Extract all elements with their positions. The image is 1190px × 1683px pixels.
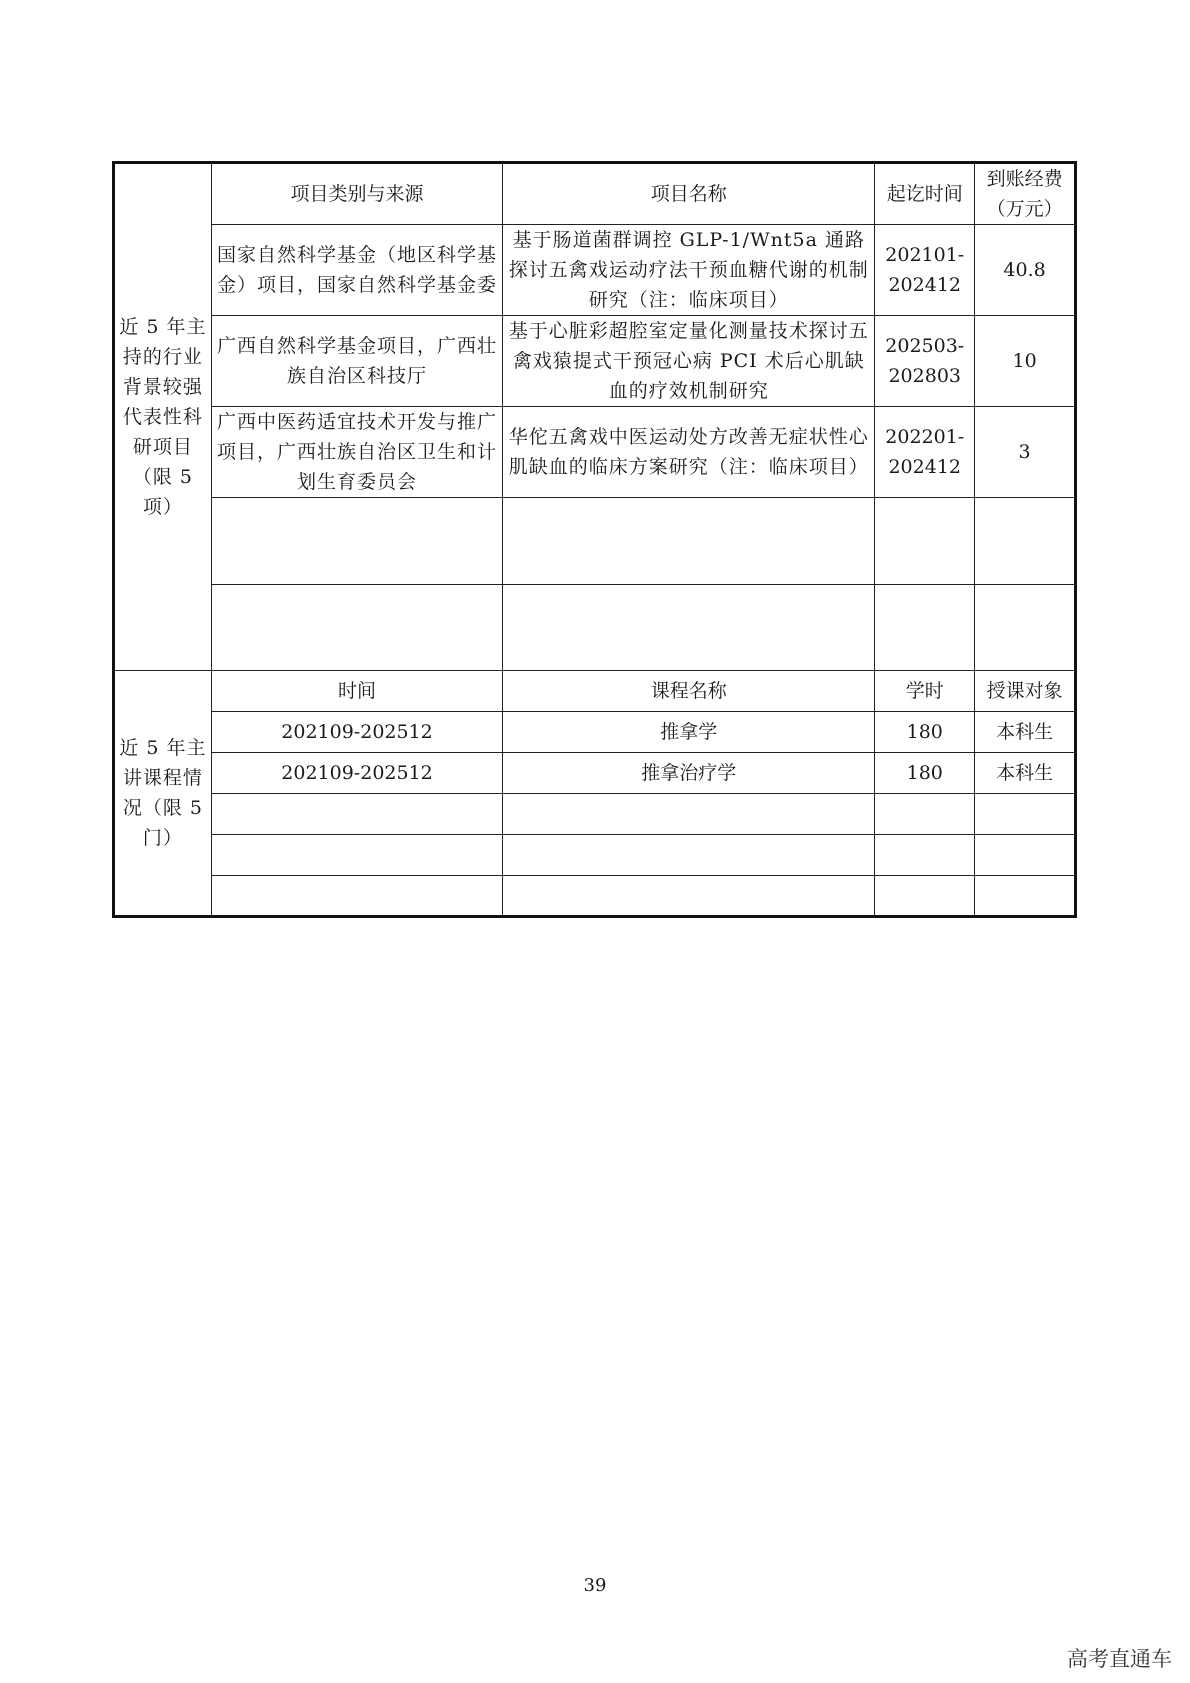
project-period: 202101-202412 <box>875 225 975 316</box>
header-project-source: 项目类别与来源 <box>211 163 502 225</box>
research-section-label: 近 5 年主持的行业背景较强代表性科研项目（限 5 项） <box>114 163 212 671</box>
table-row <box>114 712 1076 753</box>
header-project-funding: 到账经费（万元） <box>975 163 1076 225</box>
project-name: 华佗五禽戏中医运动处方改善无症状性心肌缺血的临床方案研究（注：临床项目） <box>503 407 875 498</box>
project-period: 202503-202803 <box>875 316 975 407</box>
course-audience: 本科生 <box>975 712 1076 753</box>
project-source: 广西中医药适宜技术开发与推广项目，广西壮族自治区卫生和计划生育委员会 <box>211 407 502 498</box>
project-funding: 3 <box>975 407 1076 498</box>
table-row <box>114 316 1076 407</box>
header-project-period: 起讫时间 <box>875 163 975 225</box>
empty-row <box>114 498 1076 585</box>
empty-row <box>114 876 1076 917</box>
empty-row <box>114 585 1076 671</box>
project-funding: 40.8 <box>975 225 1076 316</box>
table-row <box>114 225 1076 316</box>
project-name: 基于心脏彩超腔室定量化测量技术探讨五禽戏猿提式干预冠心病 PCI 术后心肌缺血的疗效机制研究 <box>503 316 875 407</box>
project-period: 202201-202412 <box>875 407 975 498</box>
project-funding: 10 <box>975 316 1076 407</box>
header-course-audience: 授课对象 <box>975 671 1076 712</box>
course-hours: 180 <box>875 712 975 753</box>
table-row <box>114 753 1076 794</box>
header-project-name: 项目名称 <box>503 163 875 225</box>
watermark: 高考直通车 <box>1067 1647 1172 1671</box>
empty-row <box>114 835 1076 876</box>
project-name: 基于肠道菌群调控 GLP-1/Wnt5a 通路探讨五禽戏运动疗法干预血糖代谢的机制研究（注：临床项目） <box>503 225 875 316</box>
course-name: 推拿学 <box>503 712 875 753</box>
project-source: 国家自然科学基金（地区科学基金）项目，国家自然科学基金委 <box>211 225 502 316</box>
header-course-time: 时间 <box>211 671 502 712</box>
courses-header-row <box>114 671 1076 712</box>
course-hours: 180 <box>875 753 975 794</box>
header-course-name: 课程名称 <box>503 671 875 712</box>
course-audience: 本科生 <box>975 753 1076 794</box>
empty-row <box>114 794 1076 835</box>
course-time: 202109-202512 <box>211 712 502 753</box>
course-name: 推拿治疗学 <box>503 753 875 794</box>
courses-section-label: 近 5 年主讲课程情况（限 5 门） <box>114 671 212 917</box>
project-source: 广西自然科学基金项目，广西壮族自治区科技厅 <box>211 316 502 407</box>
table-row <box>114 407 1076 498</box>
header-course-hours: 学时 <box>875 671 975 712</box>
course-time: 202109-202512 <box>211 753 502 794</box>
research-header-row <box>114 163 1076 225</box>
page-number: 39 <box>583 1575 607 1596</box>
form-table <box>112 161 1077 918</box>
